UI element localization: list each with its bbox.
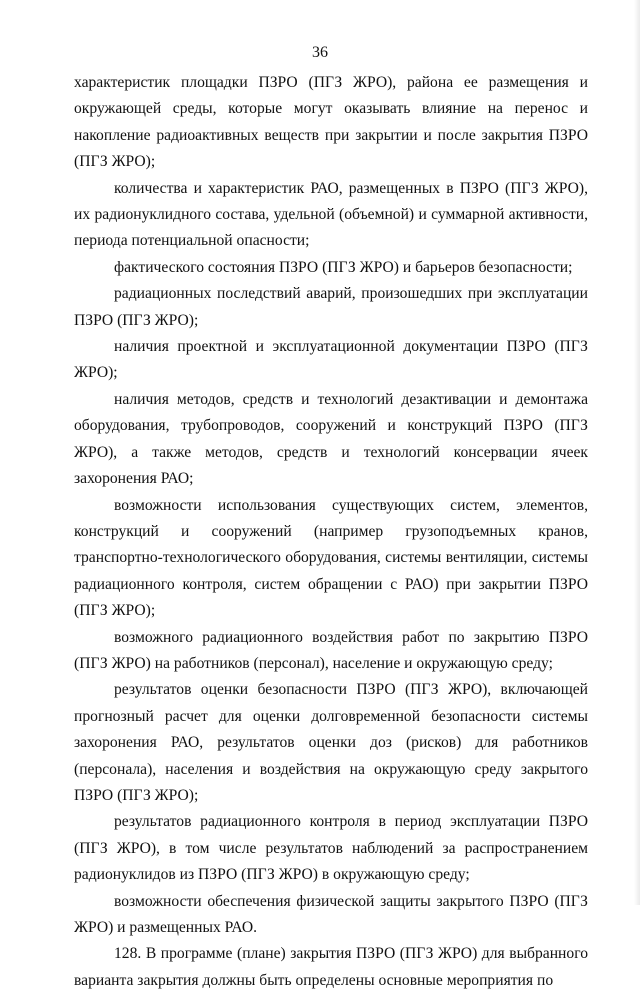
paragraph: результатов оценки безопасности ПЗРО (ПГЗ ЖРО), включающей прогнозный расчет для оценки долговременной безопасности системы захоронения РАО, результатов оценки доз (рисков) для работников (персонала), населения и воздействия на окружающую среду закрытого ПЗРО (ПГЗ ЖРО); <box>74 681 588 804</box>
paragraph: возможности использования существующих систем, элементов, конструкций и сооружений (например грузоподъемных кранов, транспортно-технологического оборудования, системы вентиляции, системы радиационного контроля, систем обращении с РАО) при закрытии ПЗРО (ПГЗ ЖРО); <box>74 496 588 620</box>
paragraph: возможности обеспечения физической защиты закрытого ПЗРО (ПГЗ ЖРО) и размещенных РАО. <box>74 892 588 936</box>
paragraph: возможного радиационного воздействия работ по закрытию ПЗРО (ПГЗ ЖРО) на работников (персонал), население и окружающую среду; <box>74 628 588 672</box>
paragraph: количества и характеристик РАО, размещенных в ПЗРО (ПГЗ ЖРО), их радионуклидного состава, удельной (объемной) и суммарной активности, периода потенциальной опасности; <box>74 179 588 250</box>
paragraph-numbered: 128. В программе (плане) закрытия ПЗРО (ПГЗ ЖРО) для выбранного варианта закрытия должны быть определены основные мероприятия по <box>74 945 588 989</box>
paragraph: радиационных последствий аварий, произошедших при эксплуатации ПЗРО (ПГЗ ЖРО); <box>74 285 588 329</box>
scan-edge-shadow <box>634 0 640 905</box>
paragraph: результатов радиационного контроля в период эксплуатации ПЗРО (ПГЗ ЖРО), в том числе результатов наблюдений за распространением радионуклидов из ПЗРО (ПГЗ ЖРО) в окружающую среду; <box>74 813 588 884</box>
page-number: 36 <box>312 44 328 61</box>
paragraph: наличия проектной и эксплуатационной документации ПЗРО (ПГЗ ЖРО); <box>74 338 588 382</box>
paragraph-continuation: характеристик площадки ПЗРО (ПГЗ ЖРО), района ее размещения и окружающей среды, которые могут оказывать влияние на перенос и накопление радиоактивных веществ при закрытии и после закрытия ПЗРО (ПГЗ ЖРО); <box>74 74 588 171</box>
paragraph: фактического состояния ПЗРО (ПГЗ ЖРО) и барьеров безопасности; <box>114 258 573 276</box>
document-body <box>74 70 588 994</box>
paragraph: наличия методов, средств и технологий дезактивации и демонтажа оборудования, трубопроводов, сооружений и конструкций ПЗРО (ПГЗ ЖРО), а также методов, средств и технологий консервации ячеек захоронения РАО; <box>74 390 588 488</box>
